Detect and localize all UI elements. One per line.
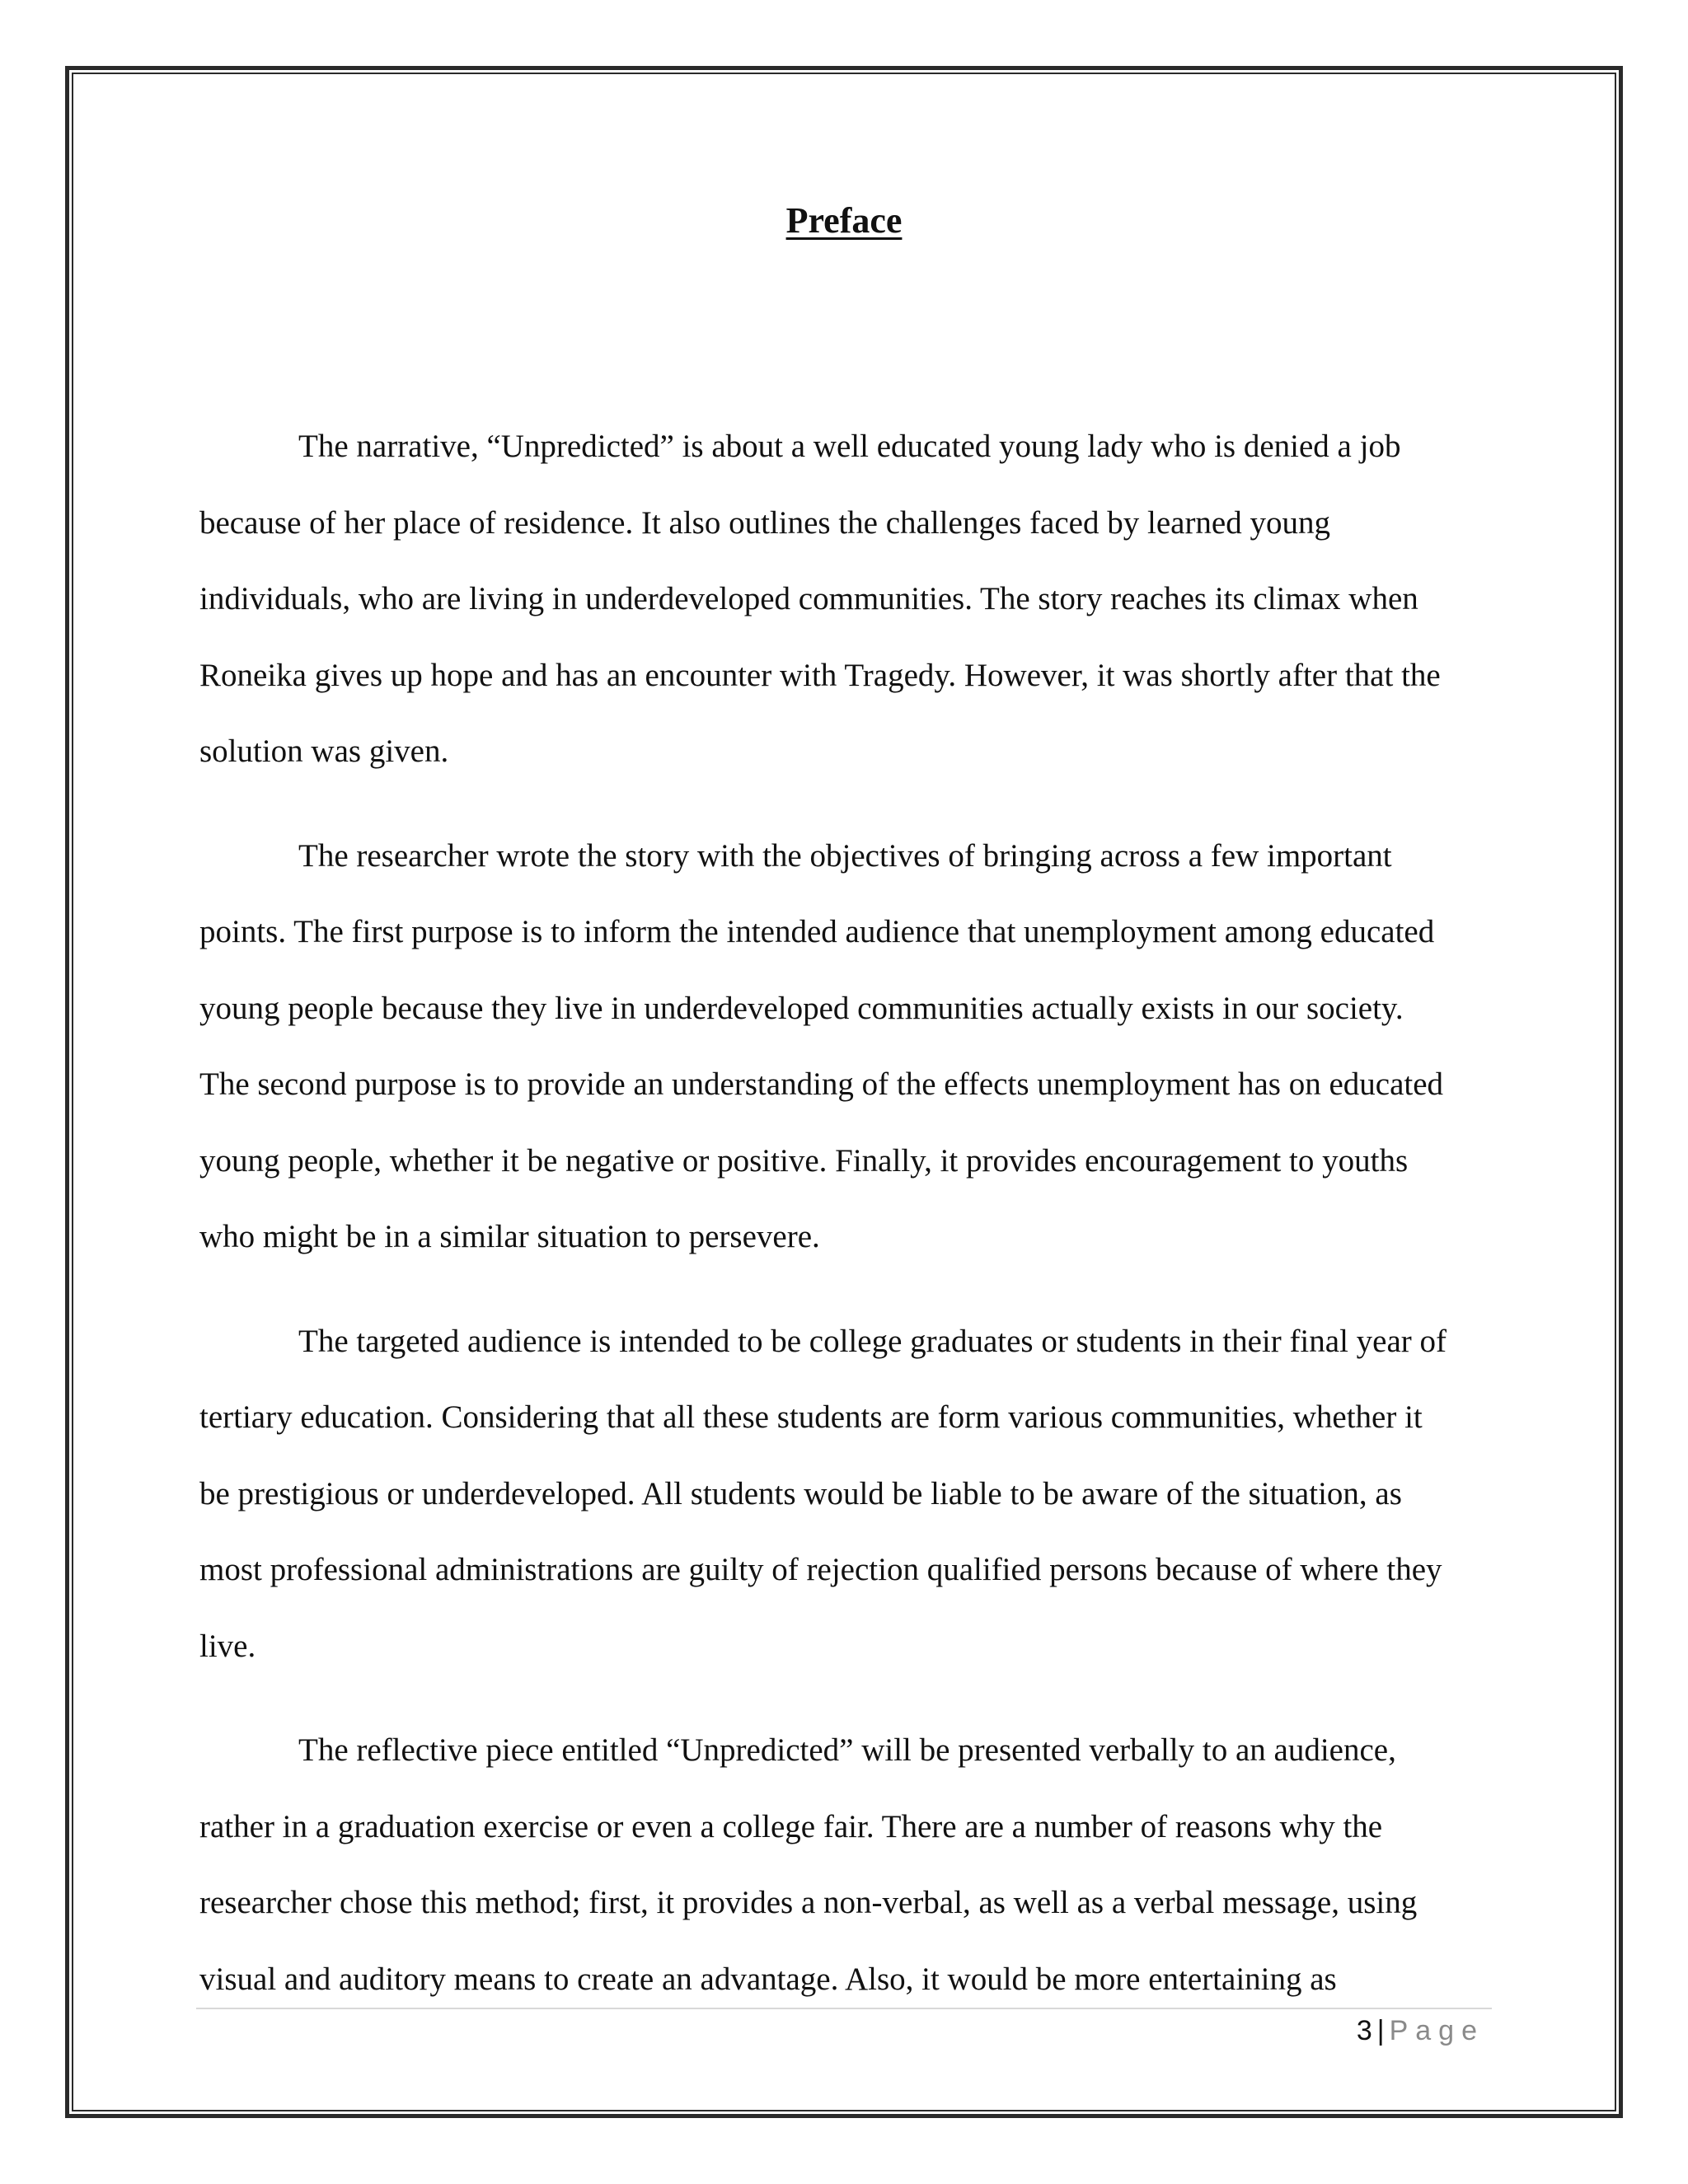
paragraph-line: The second purpose is to provide an understanding of the effects unemployment has on educated — [199, 1066, 1444, 1102]
paragraph-line: The targeted audience is intended to be college graduates or students in their final year of — [298, 1323, 1447, 1359]
paragraph-3 — [199, 1304, 1489, 1685]
page-title: Preface — [785, 200, 903, 241]
paragraph-line: tertiary education. Considering that all these students are form various communities, whether it — [199, 1399, 1423, 1435]
paragraph-line: rather in a graduation exercise or even a college fair. There are a number of reasons why the — [199, 1808, 1383, 1844]
paragraph-line: researcher chose this method; first, it provides a non-verbal, as well as a verbal message, using — [199, 1885, 1418, 1920]
paragraph-2 — [199, 818, 1489, 1276]
page-label: Page — [1389, 2015, 1484, 2046]
paragraph-1 — [199, 409, 1489, 790]
paragraph-line: individuals, who are living in underdeveloped communities. The story reaches its climax when — [199, 581, 1418, 616]
paragraph-line: young people, whether it be negative or positive. Finally, it provides encouragement to youths — [199, 1142, 1409, 1179]
paragraph-line: solution was given. — [199, 733, 449, 769]
paragraph-line: young people because they live in underdeveloped communities actually exists in our society. — [199, 990, 1404, 1026]
paragraph-line: The researcher wrote the story with the objectives of bringing across a few important — [298, 837, 1392, 874]
page-number: 3 — [1356, 2015, 1372, 2046]
paragraph-line: most professional administrations are guilty of rejection qualified persons because of where they — [199, 1552, 1442, 1587]
footer-separator: | — [1376, 2015, 1385, 2046]
page-footer — [1357, 2013, 1484, 2049]
paragraph-line: The reflective piece entitled “Unpredicted” will be presented verbally to an audience, — [298, 1732, 1396, 1768]
paragraph-line: because of her place of residence. It also outlines the challenges faced by learned young — [199, 504, 1330, 541]
paragraph-line: Roneika gives up hope and has an encounter with Tragedy. However, it was shortly after that the — [199, 657, 1441, 693]
paragraph-line: points. The first purpose is to inform the intended audience that unemployment among educated — [199, 914, 1435, 949]
paragraph-line: The narrative, “Unpredicted” is about a well educated young lady who is denied a job — [298, 429, 1401, 464]
paragraph-line: live. — [199, 1628, 256, 1664]
paragraph-line: be prestigious or underdeveloped. All students would be liable to be aware of the situation, as — [199, 1475, 1402, 1511]
document-body — [199, 409, 1489, 2046]
paragraph-line: visual and auditory means to create an advantage. Also, it would be more entertaining as — [199, 1961, 1337, 1997]
paragraph-4 — [199, 1713, 1489, 2018]
paragraph-line: who might be in a similar situation to persevere. — [199, 1219, 820, 1254]
footer-divider — [196, 2008, 1492, 2009]
